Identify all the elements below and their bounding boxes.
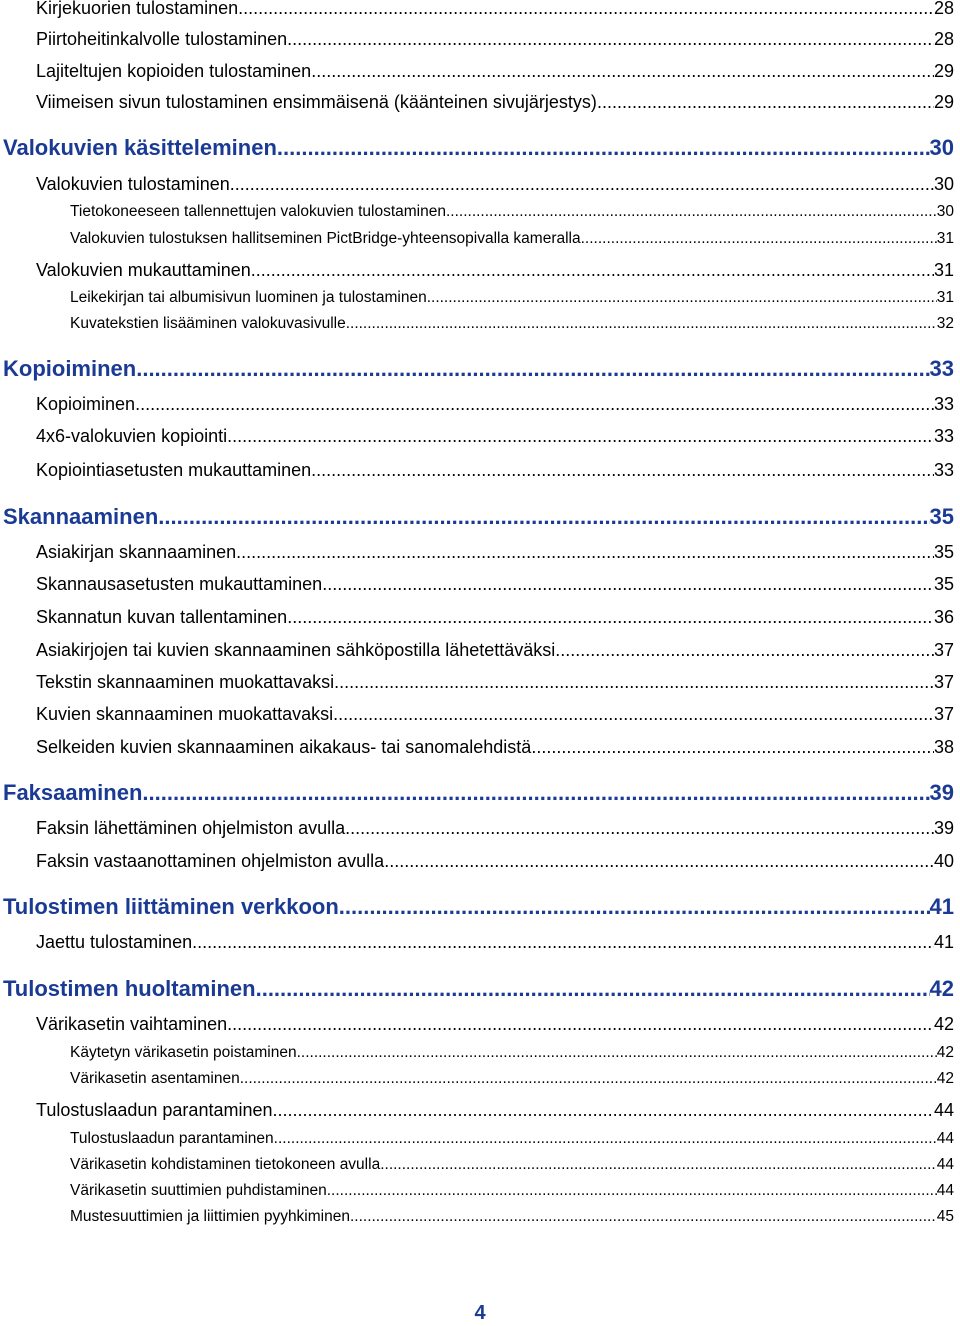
toc-leader-dots (142, 780, 929, 806)
toc-entry[interactable] (3, 504, 954, 530)
toc-entry-page: 33 (933, 426, 954, 446)
toc-leader-dots (287, 607, 934, 628)
toc-leader-dots (327, 1182, 937, 1200)
toc-entry-title: Värikasetin vaihtaminen (36, 1014, 228, 1034)
toc-leader-dots (158, 504, 929, 530)
toc-leader-dots (230, 174, 934, 195)
toc-entry[interactable] (36, 607, 954, 628)
toc-entry-title: Käytetyn värikasetin poistaminen (70, 1044, 297, 1061)
toc-entry-title: Leikekirjan tai albumisivun luominen ja tulostaminen (70, 289, 427, 306)
toc-entry[interactable] (70, 1182, 954, 1200)
toc-entry-title: Tietokoneeseen tallennettujen valokuvien tulostaminen (70, 203, 446, 220)
toc-entry[interactable] (36, 574, 954, 595)
toc-entry[interactable] (36, 260, 954, 281)
toc-entry[interactable] (70, 230, 954, 248)
toc-entry-page: 33 (933, 394, 954, 414)
toc-entry-page: 38 (933, 737, 954, 757)
toc-entry[interactable] (36, 542, 954, 563)
toc-entry-title: Tulostimen liittäminen verkkoon (3, 894, 339, 919)
toc-entry[interactable] (70, 289, 954, 307)
toc-leader-dots (555, 640, 934, 661)
toc-entry-title: Faksin lähettäminen ohjelmiston avulla (36, 818, 346, 838)
toc-leader-dots (339, 894, 930, 920)
toc-entry-page: 41 (933, 932, 954, 952)
toc-entry-page: 42 (936, 1044, 954, 1061)
toc-entry-title: Mustesuuttimien ja liittimien pyyhkiminen (70, 1208, 350, 1225)
toc-entry[interactable] (36, 92, 954, 113)
toc-entry[interactable] (3, 780, 954, 806)
toc-entry[interactable] (36, 672, 954, 693)
toc-leader-dots (380, 1156, 937, 1174)
toc-entry-page: 40 (933, 851, 954, 871)
toc-entry-title: Värikasetin asentaminen (70, 1070, 240, 1087)
toc-entry-page: 28 (933, 0, 954, 18)
toc-entry-page: 31 (936, 289, 954, 306)
toc-entry[interactable] (36, 61, 954, 82)
toc-entry[interactable] (3, 894, 954, 920)
toc-entry-title: Asiakirjojen tai kuvien skannaaminen sähköpostilla lähetettäväksi (36, 640, 556, 660)
toc-leader-dots (581, 230, 937, 248)
toc-entry[interactable] (70, 1208, 954, 1226)
toc-entry-page: 45 (936, 1208, 954, 1225)
toc-entry-title: Valokuvien tulostuksen hallitseminen PictBridge-yhteensopivalla kameralla (70, 230, 581, 247)
toc-entry-page: 30 (933, 174, 954, 194)
toc-leader-dots (597, 92, 934, 113)
toc-entry[interactable] (3, 356, 954, 382)
toc-entry-page: 28 (933, 29, 954, 49)
toc-entry-page: 44 (936, 1182, 954, 1199)
toc-leader-dots (135, 394, 934, 415)
toc-entry-page: 42 (933, 1014, 954, 1034)
toc-entry-title: Piirtoheitinkalvolle tulostaminen (36, 29, 288, 49)
toc-entry-page: 30 (936, 203, 954, 220)
toc-leader-dots (274, 1130, 937, 1148)
toc-entry[interactable] (70, 1044, 954, 1062)
toc-entry-page: 37 (933, 704, 954, 724)
toc-entry[interactable] (36, 737, 954, 758)
toc-entry-title: Asiakirjan skannaaminen (36, 542, 237, 562)
toc-entry-title: Lajiteltujen kopioiden tulostaminen (36, 61, 312, 81)
toc-entry-page: 33 (933, 460, 954, 480)
toc-entry-page: 33 (929, 356, 954, 381)
toc-entry[interactable] (70, 1070, 954, 1088)
toc-entry[interactable] (3, 135, 954, 161)
toc-leader-dots (136, 356, 929, 382)
toc-leader-dots (227, 426, 934, 447)
toc-leader-dots (311, 460, 934, 481)
toc-entry-page: 39 (933, 818, 954, 838)
toc-entry-title: Tekstin skannaaminen muokattavaksi (36, 672, 335, 692)
toc-entry-title: Valokuvien mukauttaminen (36, 260, 251, 280)
toc-entry-title: Faksaaminen (3, 780, 143, 805)
toc-entry-page: 44 (936, 1156, 954, 1173)
toc-entry-title: Valokuvien tulostaminen (36, 174, 230, 194)
toc-leader-dots (333, 704, 934, 725)
toc-entry-page: 44 (933, 1100, 954, 1120)
toc-entry-page: 29 (933, 92, 954, 112)
toc-leader-dots (238, 0, 934, 19)
toc-leader-dots (446, 203, 937, 221)
toc-entry-title: Viimeisen sivun tulostaminen ensimmäisenä (käänteinen sivujärjestys) (36, 92, 597, 112)
toc-leader-dots (350, 1208, 937, 1226)
toc-leader-dots (192, 932, 934, 953)
toc-entry-title: Skannausasetusten mukauttaminen (36, 574, 323, 594)
toc-entry[interactable] (36, 1014, 954, 1035)
toc-entry[interactable] (36, 0, 954, 19)
toc-entry-title: Tulostimen huoltaminen (3, 976, 256, 1001)
toc-entry[interactable] (70, 315, 954, 333)
toc-entry[interactable] (36, 426, 954, 447)
toc-entry-title: Tulostuslaadun parantaminen (36, 1100, 273, 1120)
toc-entry[interactable] (3, 976, 954, 1002)
toc-leader-dots (251, 260, 934, 281)
toc-leader-dots (384, 851, 934, 872)
toc-entry-title: Kopioiminen (36, 394, 136, 414)
toc-entry[interactable] (36, 640, 954, 661)
toc-leader-dots (334, 672, 934, 693)
toc-entry-page: 31 (933, 260, 954, 280)
toc-entry-page: 42 (929, 976, 954, 1001)
toc-entry[interactable] (36, 818, 954, 839)
toc-entry-page: 29 (933, 61, 954, 81)
toc-leader-dots (277, 135, 930, 161)
toc-entry-title: Skannatun kuvan tallentaminen (36, 607, 288, 627)
toc-entry-title: Skannaaminen (3, 504, 159, 529)
toc-entry-title: Faksin vastaanottaminen ohjelmiston avulla (36, 851, 385, 871)
toc-leader-dots (240, 1070, 937, 1088)
toc-entry-title: Jaettu tulostaminen (36, 932, 193, 952)
toc-entry-page: 37 (933, 672, 954, 692)
toc-entry-title: Valokuvien käsitteleminen (3, 135, 277, 160)
toc-leader-dots (427, 289, 937, 307)
toc-entry-title: Tulostuslaadun parantaminen (70, 1130, 274, 1147)
toc-leader-dots (346, 315, 937, 333)
toc-entry-page: 36 (933, 607, 954, 627)
toc-entry-title: Värikasetin kohdistaminen tietokoneen avulla (70, 1156, 381, 1173)
toc-entry-page: 31 (936, 230, 954, 247)
toc-leader-dots (287, 29, 934, 50)
toc-entry-title: 4x6-valokuvien kopiointi (36, 426, 228, 446)
toc-entry-page: 32 (936, 315, 954, 332)
toc-entry[interactable] (36, 174, 954, 195)
page-number: 4 (474, 1302, 486, 1324)
toc-entry[interactable] (36, 851, 954, 872)
toc-leader-dots (297, 1044, 937, 1062)
toc-leader-dots (236, 542, 934, 563)
toc-entry-page: 35 (933, 542, 954, 562)
toc-leader-dots (256, 976, 930, 1002)
toc-entry[interactable] (36, 1100, 954, 1121)
toc-entry-page: 41 (929, 894, 954, 919)
toc-entry[interactable] (36, 29, 954, 50)
toc-entry[interactable] (36, 704, 954, 725)
toc-entry[interactable] (70, 1130, 954, 1148)
toc-entry[interactable] (36, 394, 954, 415)
toc-entry[interactable] (36, 460, 954, 481)
toc-entry-page: 39 (929, 780, 954, 805)
toc-entry-page: 44 (936, 1130, 954, 1147)
toc-entry[interactable] (36, 932, 954, 953)
toc-entry-page: 30 (929, 135, 954, 160)
toc-entry-page: 37 (933, 640, 954, 660)
toc-entry[interactable] (70, 203, 954, 221)
toc-entry-title: Selkeiden kuvien skannaaminen aikakaus- tai sanomalehdistä (36, 737, 532, 757)
toc-entry-title: Kuvien skannaaminen muokattavaksi (36, 704, 334, 724)
toc-entry[interactable] (70, 1156, 954, 1174)
toc-entry-page: 35 (929, 504, 954, 529)
toc-entry-title: Kuvatekstien lisääminen valokuvasivulle (70, 315, 346, 332)
toc-leader-dots (322, 574, 934, 595)
toc-leader-dots (531, 737, 934, 758)
toc-leader-dots (227, 1014, 934, 1035)
toc-entry-title: Kirjekuorien tulostaminen (36, 0, 239, 18)
toc-leader-dots (273, 1100, 934, 1121)
toc-leader-dots (345, 818, 934, 839)
toc-entry-page: 42 (936, 1070, 954, 1087)
toc-leader-dots (311, 61, 934, 82)
toc-entry-page: 35 (933, 574, 954, 594)
toc-entry-title: Värikasetin suuttimien puhdistaminen (70, 1182, 327, 1199)
toc-entry-title: Kopiointiasetusten mukauttaminen (36, 460, 312, 480)
toc-entry-title: Kopioiminen (3, 356, 137, 381)
